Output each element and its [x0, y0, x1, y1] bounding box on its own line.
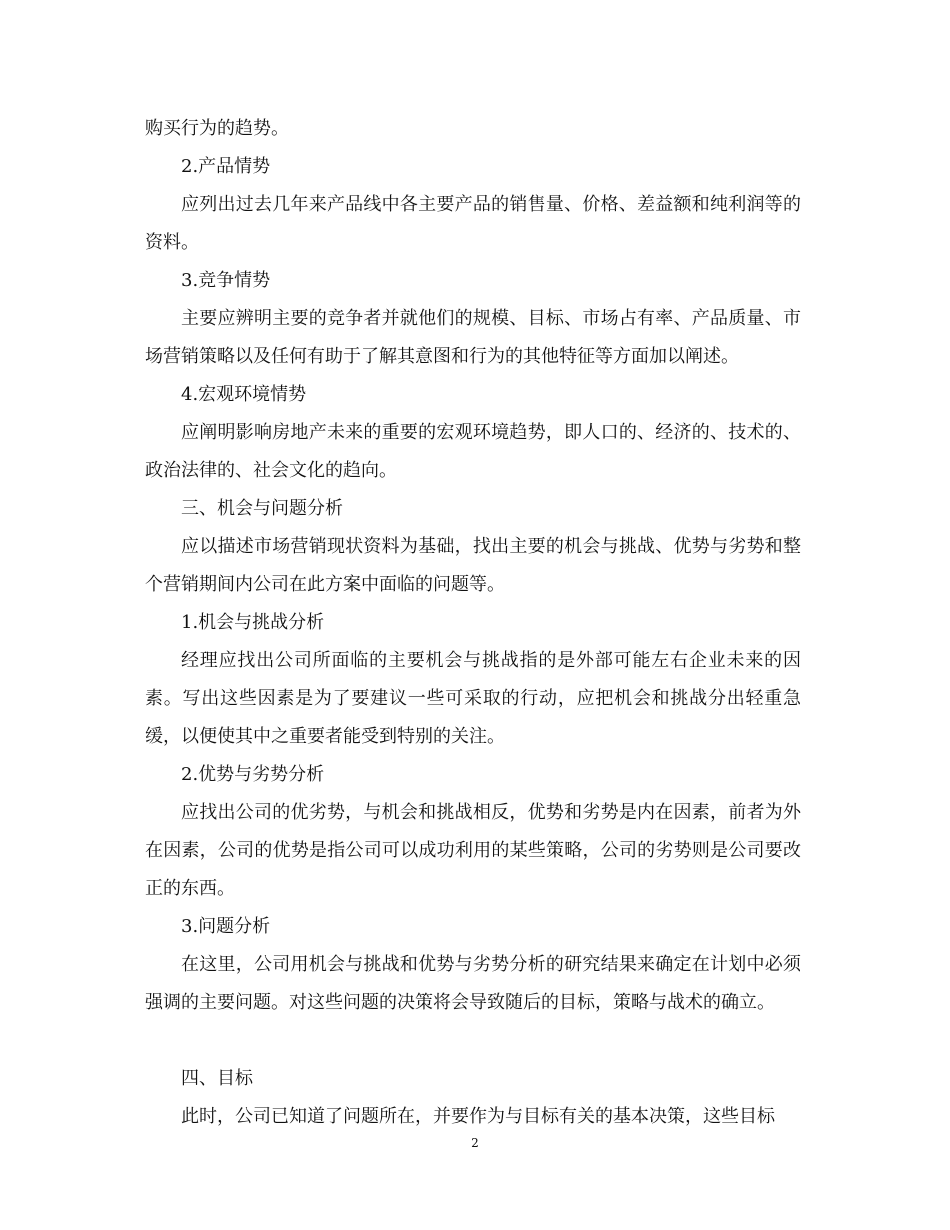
subheading-problem-analysis: 3.问题分析	[181, 916, 271, 937]
paragraph-macro-environment: 应阐明影响房地产未来的重要的宏观环境趋势，即人口的、经济的、技术的、政治法律的、社会文化的趋向。	[145, 422, 801, 481]
paragraph-opportunity-challenge: 经理应找出公司所面临的主要机会与挑战指的是外部可能左右企业未来的因素。写出这些因素是为了要建议一些可采取的行动，应把机会和挑战分出轻重急缓，以便使其中之重要者能受到特别的关注。	[145, 650, 801, 747]
subheading-product-situation: 2.产品情势	[181, 156, 271, 177]
paragraph-objectives: 此时，公司已知道了问题所在，并要作为与目标有关的基本决策，这些目标	[181, 1106, 775, 1127]
page-number: 2	[471, 1136, 479, 1150]
paragraph-competition-situation: 主要应辨明主要的竞争者并就他们的规模、目标、市场占有率、产品质量、市场营销策略以及任何有助于了解其意图和行为的其他特征等方面加以阐述。	[145, 308, 801, 367]
subheading-strength-weakness: 2.优势与劣势分析	[181, 764, 325, 785]
subheading-opportunity-challenge: 1.机会与挑战分析	[181, 612, 325, 633]
section-heading-opportunity-analysis: 三、机会与问题分析	[181, 498, 343, 519]
subheading-macro-environment: 4.宏观环境情势	[181, 384, 307, 405]
paragraph-product-situation: 应列出过去几年来产品线中各主要产品的销售量、价格、差益额和纯利润等的资料。	[145, 194, 801, 253]
paragraph-strength-weakness: 应找出公司的优劣势，与机会和挑战相反，优势和劣势是内在因素，前者为外在因素，公司的优势是指公司可以成功利用的某些策略，公司的劣势则是公司要改正的东西。	[145, 802, 801, 899]
subheading-competition-situation: 3.竞争情势	[181, 270, 271, 291]
paragraph-continuation: 购买行为的趋势。	[145, 118, 289, 139]
paragraph-opportunity-analysis: 应以描述市场营销现状资料为基础，找出主要的机会与挑战、优势与劣势和整个营销期间内公司在此方案中面临的问题等。	[145, 536, 801, 595]
paragraph-problem-analysis: 在这里，公司用机会与挑战和优势与劣势分析的研究结果来确定在计划中必须强调的主要问题。对这些问题的决策将会导致随后的目标，策略与战术的确立。	[145, 954, 801, 1013]
section-heading-objectives: 四、目标	[181, 1068, 253, 1089]
